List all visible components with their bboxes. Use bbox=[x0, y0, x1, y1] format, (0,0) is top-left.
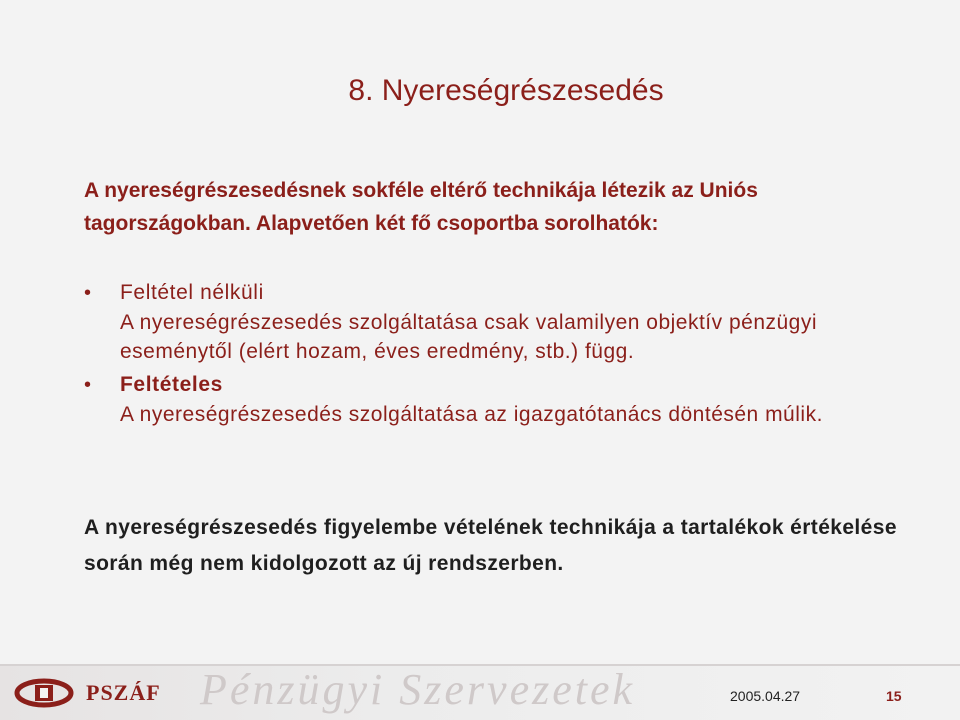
slide-title: 8. Nyereségrészesedés bbox=[348, 74, 664, 107]
bullet-text: A nyereségrészesedés szolgáltatása az igazgatótanács döntésén múlik. bbox=[120, 403, 823, 426]
pszaf-emblem-icon bbox=[14, 678, 74, 708]
closing-paragraph: A nyereségrészesedés figyelembe vételének technikája a tartalékok értékelése során még nem kidolgozott az új rendszerben. bbox=[84, 516, 897, 575]
bullet-heading: Feltételes bbox=[120, 373, 223, 396]
page-number: 15 bbox=[886, 688, 902, 704]
bullet-list bbox=[84, 278, 924, 433]
intro-paragraph: A nyereségrészesedésnek sokféle eltérő technikája létezik az Uniós tagországokban. Alapvetően két fő csoportba sorolhatók: bbox=[84, 179, 758, 235]
pszaf-logo bbox=[14, 675, 161, 711]
bullet-icon: • bbox=[84, 282, 92, 304]
logo-text: PSZÁF bbox=[86, 680, 161, 705]
bullet-icon: • bbox=[84, 374, 92, 396]
bullet-item-conditional bbox=[84, 370, 924, 429]
bullet-text: A nyereségrészesedés szolgáltatása csak valamilyen objektív pénzügyi eseménytől (elért hozam, éves eredmény, stb.) függ. bbox=[120, 311, 818, 363]
bullet-item-unconditional bbox=[84, 278, 924, 366]
footer-watermark: Pénzügyi Szervezetek bbox=[200, 665, 636, 714]
bullet-heading: Feltétel nélküli bbox=[120, 281, 264, 304]
footer-date: 2005.04.27 bbox=[730, 688, 801, 704]
